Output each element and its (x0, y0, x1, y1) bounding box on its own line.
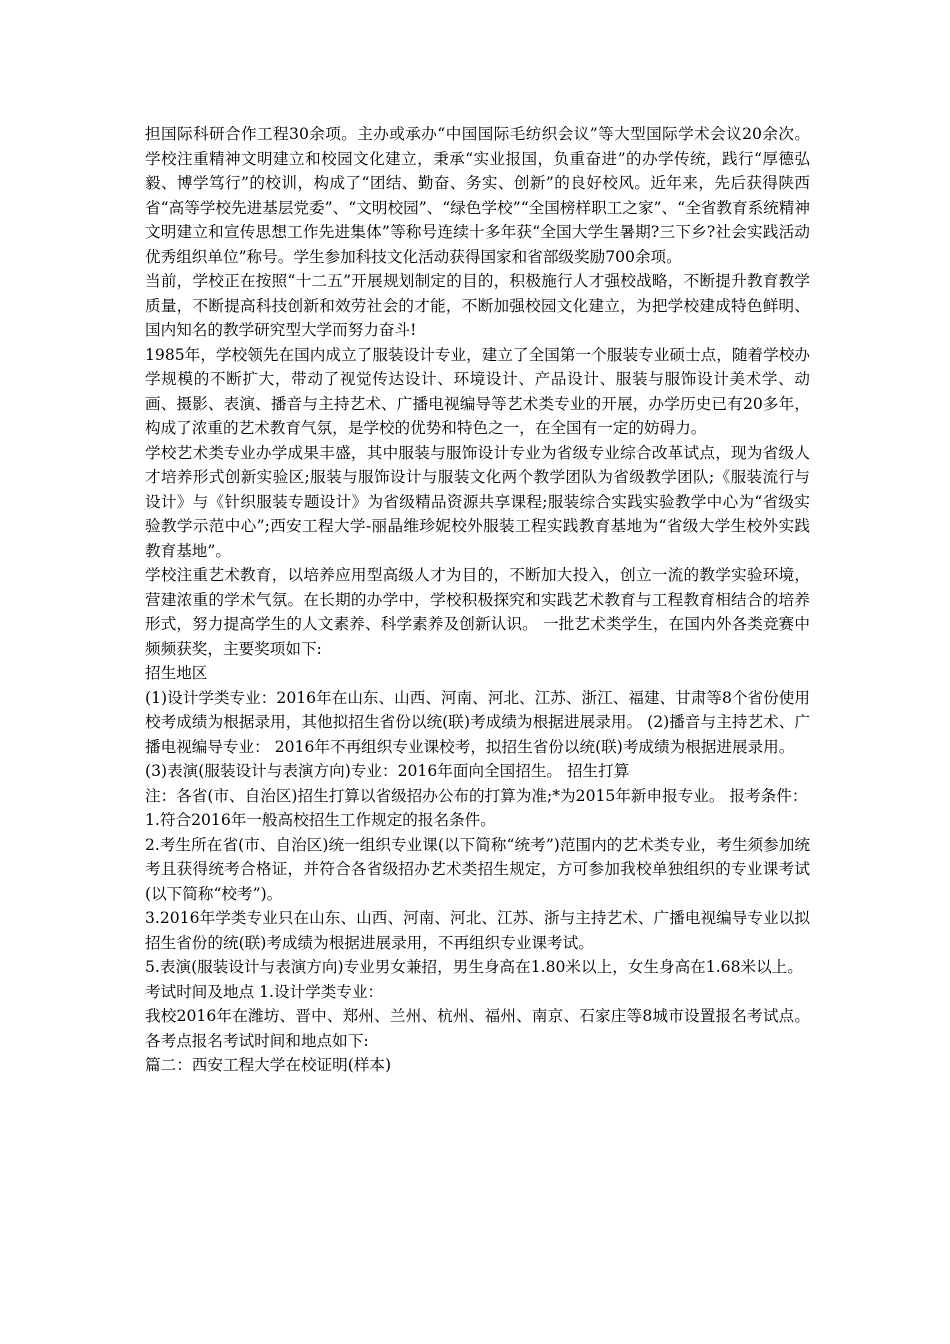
paragraph-10: 1.符合2016年一般高校招生工作规定的报名条件。 (145, 811, 496, 829)
paragraph-3: 1985年，学校领先在国内成立了服装设计专业，建立了全国第一个服装专业硕士点，随着学校办学规模的不断扩大，带动了视觉传达设计、环境设计、产品设计、服装与服饰设计美术学、动画、摄影、表演、播音与主持艺术、广播电视编导等艺术类专业的开展，办学历史已有20多年，构成了浓重的艺术教育气氛，是学校的优势和特色之一，在全国有一定的妨碍力。 (145, 345, 810, 437)
paragraph-15: 我校2016年在潍坊、晋中、郑州、兰州、杭州、福州、南京、石家庄等8城市设置报名考试点。各考点报名考试时间和地点如下: (145, 1007, 810, 1050)
paragraph-8: (3)表演(服装设计与表演方向)专业：2016年面向全国招生。 招生打算 (145, 762, 630, 780)
paragraph-12: 3.2016年学类专业只在山东、山西、河南、河北、江苏、浙与主持艺术、广播电视编导专业以拟招生省份的统(联)考成绩为根据进展录用，不再组织专业课考试。 (145, 909, 810, 952)
paragraph-1: 担国际科研合作工程30余项。主办或承办“中国国际毛纺织会议”等大型国际学术会议20余次。 学校注重精神文明建立和校园文化建立，秉承“实业报国，负重奋进”的办学传统，践行“厚德弘毅、博学笃行”的校训，构成了“团结、勤奋、务实、创新”的良好校风。近年来，先后获得陕西省“高等学校先进基层党委”、“文明校园”、“绿色学校”“全国榜样职工之家”、“全省教育系统精神文明建立和宣传思想工作先进集体”等称号连续十多年获“全国大学生暑期?三下乡?社会实践活动优秀组织单位”称号。学生参加科技文化活动获得国家和省部级奖励700余项。 (145, 125, 810, 266)
paragraph-7: (1)设计学类专业：2016年在山东、山西、河南、河北、江苏、浙江、福建、甘肃等8个省份使用校考成绩为根据录用，其他拟招生省份以统(联)考成绩为根据进展录用。 (2)播音与主持艺术、广播电视编导专业： 2016年不再组织专业课校考，拟招生省份以统(联)考成绩为根据进展录用。 (145, 688, 810, 756)
paragraph-5: 学校注重艺术教育，以培养应用型高级人才为目的，不断加大投入，创立一流的教学实验环境，营建浓重的学术气氛。在长期的办学中，学校积极探究和实践艺术教育与工程教育相结合的培养形式，努力提高学生的人文素养、科学素养及创新认识。 一批艺术类学生，在国内外各类竞赛中频频获奖，主要奖项如下: (145, 566, 810, 658)
paragraph-4: 学校艺术类专业办学成果丰盛，其中服装与服饰设计专业为省级专业综合改革试点，现为省级人才培养形式创新实验区;服装与服饰设计与服装文化两个教学团队为省级教学团队;《服装流行与设计》与《针织服装专题设计》为省级精品资源共享课程;服装综合实践实验教学中心为“省级实验教学示范中心”;西安工程大学-丽晶维珍妮校外服装工程实践教育基地为“省级大学生校外实践教育基地”。 (145, 443, 810, 560)
paragraph-16: 篇二：西安工程大学在校证明(样本) (145, 1056, 392, 1074)
section-heading-enrollment-region: 招生地区 (145, 664, 208, 682)
paragraph-9: 注：各省(市、自治区)招生打算以省级招办公布的打算为准;*为2015年新申报专业。 报考条件： (145, 786, 808, 805)
paragraph-2: 当前，学校正在按照“十二五”开展规划制定的目的，积极施行人才强校战略，不断提升教育教学质量，不断提高科技创新和效劳社会的才能，不断加强校园文化建立，为把学校建成特色鲜明、国内知名的教学研究型大学而努力奋斗! (145, 272, 810, 339)
paragraph-14: 考试时间及地点 1.设计学类专业： (145, 982, 384, 1001)
paragraph-11: 2.考生所在省(市、自治区)统一组织专业课(以下简称“统考”)范围内的艺术类专业，考生须参加统考且获得统考合格证，并符合各省级招办艺术类招生规定，方可参加我校单独组织的专业课考试(以下简称“校考”)。 (145, 835, 810, 903)
paragraph-13: 5.表演(服装设计与表演方向)专业男女兼招，男生身高在1.80米以上，女生身高在1.68米以上。 (145, 958, 803, 976)
document-body (145, 122, 810, 1078)
